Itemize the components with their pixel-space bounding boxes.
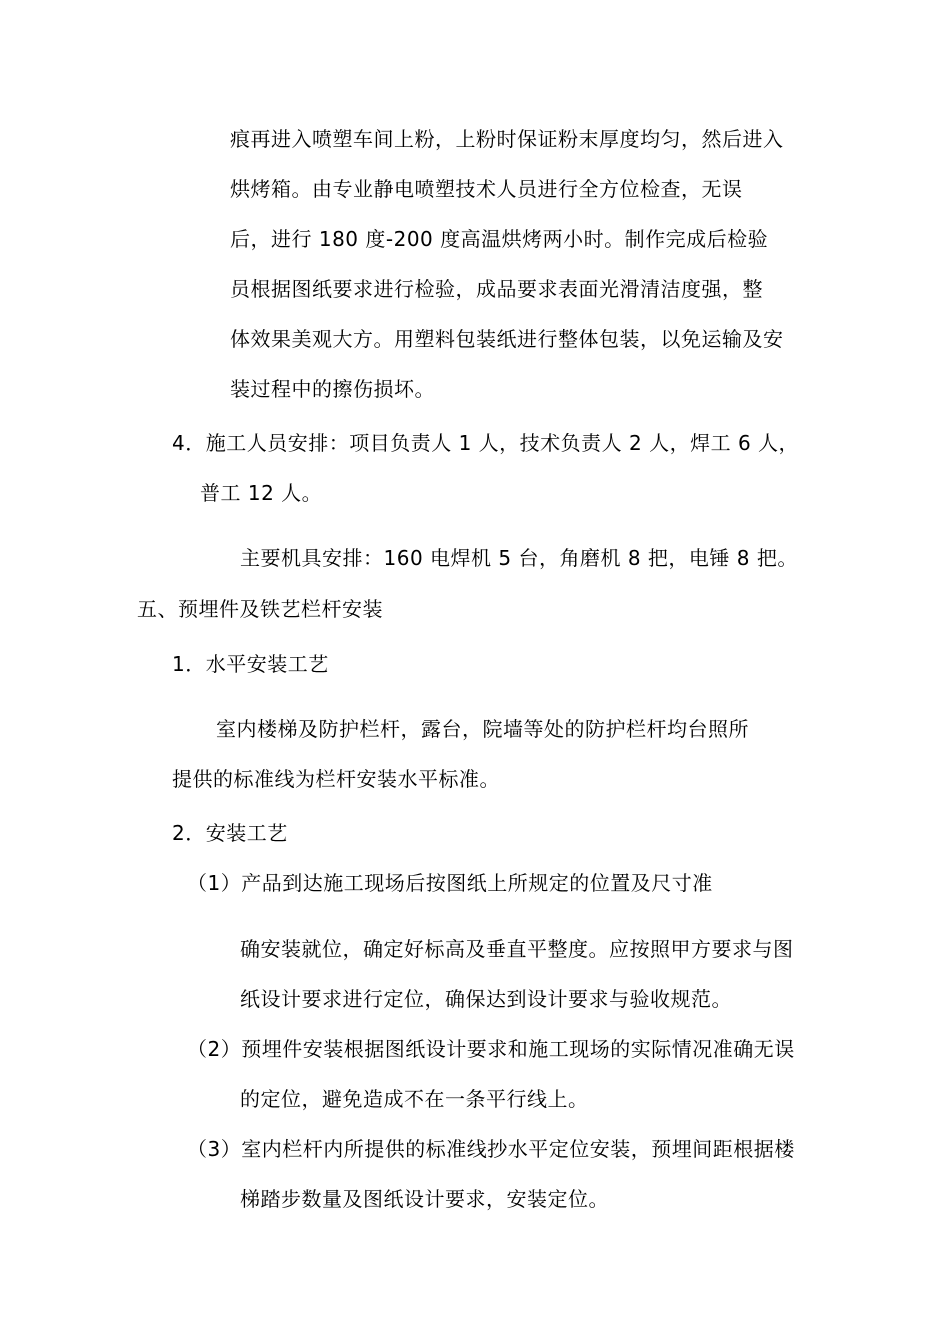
- subsection-heading: 2．安装工艺: [172, 821, 288, 845]
- paragraph-line: 员根据图纸要求进行检验，成品要求表面光滑清洁度强，整: [230, 277, 763, 301]
- paragraph-line: 后，进行 180 度-200 度高温烘烤两小时。制作完成后检验: [230, 227, 769, 251]
- list-item: （2）预埋件安装根据图纸设计要求和施工现场的实际情况准确无误: [187, 1037, 795, 1061]
- paragraph-line: 痕再进入喷塑车间上粉，上粉时保证粉末厚度均匀，然后进入: [230, 127, 784, 151]
- paragraph-line: 体效果美观大方。用塑料包装纸进行整体包装，以免运输及安: [230, 327, 784, 351]
- section-heading: 五、预埋件及铁艺栏杆安装: [137, 597, 383, 621]
- list-item: （1）产品到达施工现场后按图纸上所规定的位置及尺寸准: [187, 871, 713, 895]
- paragraph-line: 确安装就位，确定好标高及垂直平整度。应按照甲方要求与图: [240, 937, 794, 961]
- paragraph-line: 梯踏步数量及图纸设计要求，安装定位。: [240, 1187, 609, 1211]
- list-item-staffing: 4．施工人员安排：项目负责人 1 人，技术负责人 2 人，焊工 6 人，: [172, 431, 800, 455]
- subsection-heading: 1．水平安装工艺: [172, 652, 329, 676]
- paragraph-line: 纸设计要求进行定位，确保达到设计要求与验收规范。: [240, 987, 732, 1011]
- paragraph-line: 烘烤箱。由专业静电喷塑技术人员进行全方位检查，无误: [230, 177, 743, 201]
- paragraph-line: 装过程中的擦伤损坏。: [230, 377, 435, 401]
- paragraph-line: 提供的标准线为栏杆安装水平标准。: [172, 767, 500, 791]
- paragraph-line: 的定位，避免造成不在一条平行线上。: [240, 1087, 589, 1111]
- paragraph-line: 室内楼梯及防护栏杆，露台，院墙等处的防护栏杆均台照所: [216, 717, 749, 741]
- list-item: （3）室内栏杆内所提供的标准线抄水平定位安装，预埋间距根据楼: [187, 1137, 795, 1161]
- equipment-line: 主要机具安排：160 电焊机 5 台，角磨机 8 把，电锤 8 把。: [240, 546, 798, 570]
- paragraph-line: 普工 12 人。: [200, 481, 323, 505]
